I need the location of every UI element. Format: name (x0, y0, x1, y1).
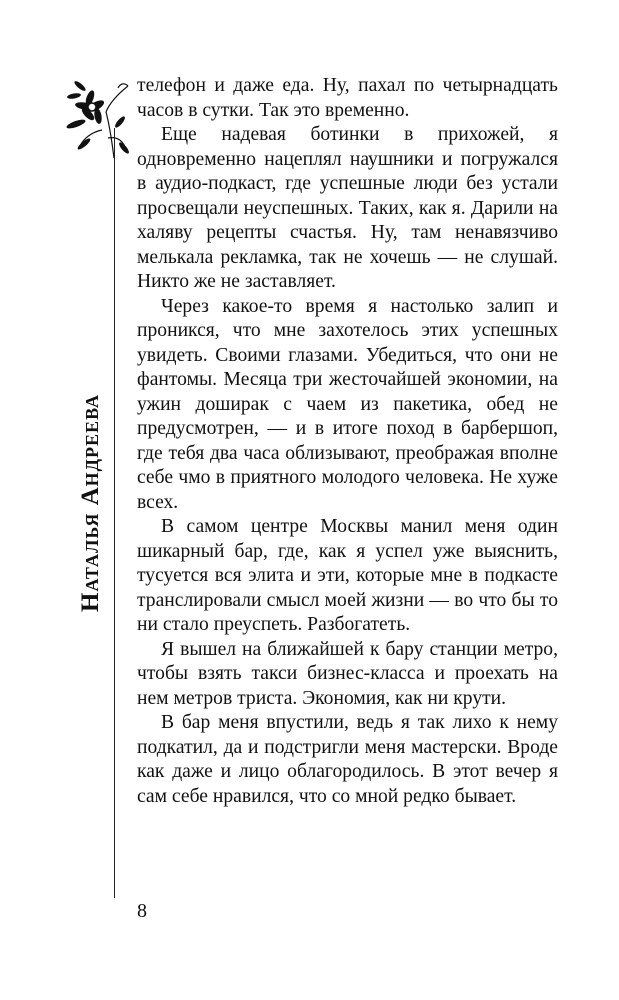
paragraph-6: В бар меня впустили, ведь я так лихо к нему подкатил, да и подстригли меня мастерски. Вроде как даже и лицо облагородилось. В этот вечер я сам себе нравился, что со мной редко бывает. (137, 712, 558, 807)
paragraph-2: Еще надевая ботинки в прихожей, я одновременно нацеплял наушники и погружался в аудио-подкаст, где успешные люди без устали просвещали неуспешных. Таких, как я. Дарили на халяву рецепты счастья. Ну, там ненавязчиво мелькала рекламка, так не хочешь — не слушай. Никто же не заставляет. (137, 124, 558, 292)
page-number: 8 (137, 900, 147, 922)
paragraph-1: телефон и даже еда. Ну, пахал по четырнадцать часов в сутки. Так это временно. (137, 75, 558, 121)
body-text (137, 74, 558, 809)
running-head (71, 358, 111, 648)
author-name: Наталья Андреева (77, 394, 104, 612)
flower-ornament-icon (62, 72, 134, 160)
paragraph-4: В самом центре Москвы манил меня один шикарный бар, где, как я успел уже выяснить, тусуется вся элита и эти, которые мне в подкасте транслировали смысл моей жизни — во что бы то ни стало преуспеть. Разбогатеть. (137, 516, 558, 635)
paragraph-3: Через какое-то время я настолько залип и проникся, что мне захотелось этих успешных увидеть. Своими глазами. Убедиться, что они не фантомы. Месяца три жесточайшей экономии, на ужин доширак с чаем из пакетика, обед не предусмотрен, — и в итоге поход в барбершоп, где тебя два часа облизывают, преображая вполне себе чмо в приятного молодого человека. Не хуже всех. (137, 295, 558, 513)
paragraph-5: Я вышел на ближайшей к бару станции метро, чтобы взять такси бизнес-класса и проехать на нем метров триста. Экономия, как ни крути. (137, 638, 558, 709)
margin-rule (114, 128, 115, 898)
